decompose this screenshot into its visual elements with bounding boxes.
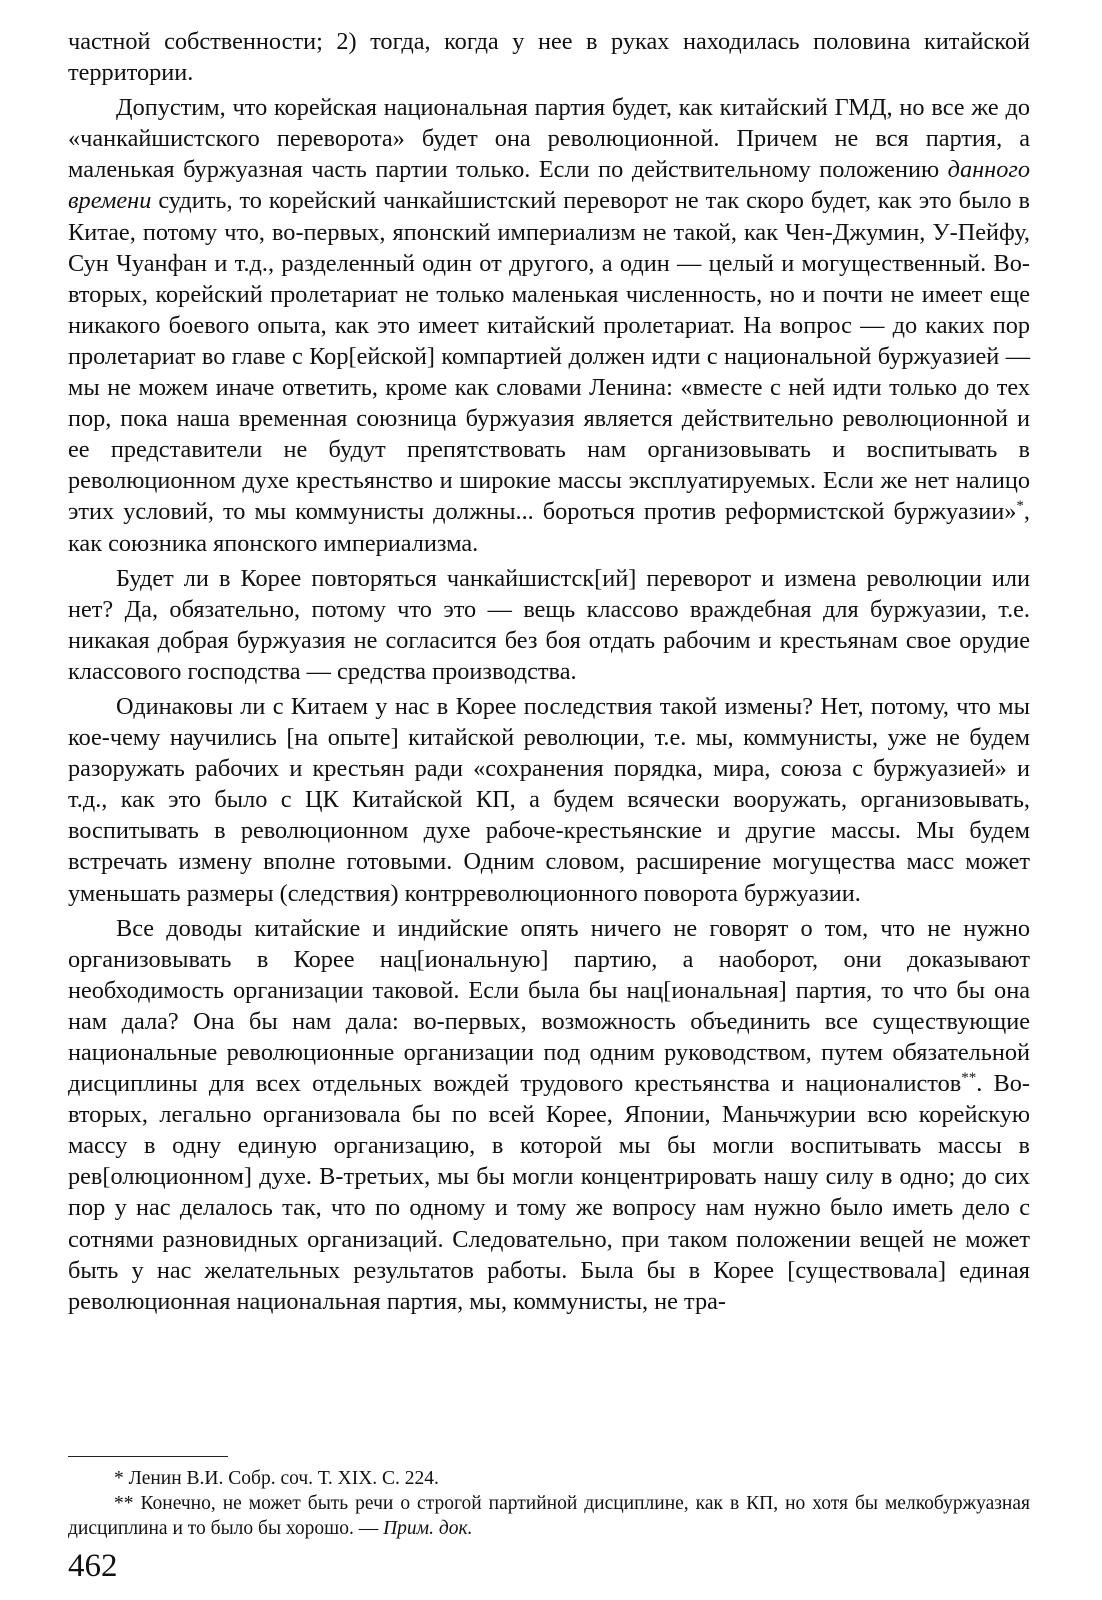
page-number: 462	[68, 1548, 118, 1584]
page-body	[68, 26, 1030, 1317]
paragraph-coup-question: Будет ли в Корее повторяться чанкайшистск[ий] переворот и измена революции или нет? Да, обязательно, потому что это — вещь классово враждебная для буржуазии, т.е. никакая добрая буржуазия не согласится без боя отдать рабочим и крестьянам свое орудие классового господства — средства производства.	[68, 564, 1030, 685]
footnote-emphasis: Прим. док.	[383, 1518, 473, 1539]
footnote-divider	[68, 1456, 228, 1457]
paragraph-text: . Во-вторых, легально организовала бы по всей Корее, Японии, Маньчжурии всю корейскую массу в одну единую организацию, в которой мы бы могли воспитывать массы в рев[олюционном] духе. В-третьих, мы бы могли концентрировать нашу силу в одно; до сих пор у нас делалось так, что по одному и тому же вопросу нам нужно было иметь дело с сотнями разновидных организаций. Следовательно, при таком положении вещей не может быть у нас желательных результатов работы. Была бы в Корее [существовала] единая революционная национальная партия, мы, коммунисты, не тра-	[68, 1070, 1030, 1315]
emphasis-text: данного времени	[68, 156, 1030, 215]
paragraph-continuation: частной собственности; 2) тогда, когда у нее в руках находилась половина китайской территории.	[68, 28, 1030, 87]
paragraph-text: , как союзника японского империализма.	[68, 498, 1030, 557]
paragraph-consequences: Одинаковы ли с Китаем у нас в Корее последствия такой измены? Нет, потому, что мы кое-чему научились [на опыте] китайской революции, т.е. мы, коммунисты, уже не будем разоружать рабочих и крестьян ради «сохранения порядка, мира, союза с буржуазией» и т.д., как это было с ЦК Китайской КП, а будем всячески вооружать, организовывать, воспитывать в революционном духе рабоче-крестьянские и другие массы. Мы будем встречать измену вполне готовыми. Одним словом, расширение могущества масс может уменьшать размеры (следствия) контрреволюционного поворота буржуазии.	[68, 692, 1030, 907]
footnote-marker: **	[961, 1070, 977, 1087]
footnote-lenin: * Ленин В.И. Собр. соч. Т. XIX. С. 224.	[114, 1468, 439, 1489]
footnote-marker: *	[1016, 498, 1024, 515]
paragraph-text: Все доводы китайские и индийские опять ничего не говорят о том, что не нужно организовывать в Корее нац[иональную] партию, а наоборот, они доказывают необходимость организации таковой. Если была бы нац[иональная] партия, то что бы она нам дала? Она бы нам дала: во-первых, возможность объединить все существующие национальные революционные организации под одним руководством, путем обязательной дисциплины для всех отдельных вождей трудового крестьянства и националистов	[68, 914, 1030, 1098]
footnotes	[68, 1466, 1030, 1541]
paragraph-text: судить, то корейский чанкайшистский переворот не так скоро будет, как это было в Китае, потому что, во-первых, японский империализм не такой, как Чен-Джумин, У-Пейфу, Сун Чуанфан и т.д., разделенный один от другого, а один — целый и могущественный. Во-вторых, корейский пролетариат не только маленькая численность, но и почти не имеет еще никакого боевого опыта, как это имеет китайский пролетариат. На вопрос — до каких пор пролетариат во главе с Кор[ейской] компартией должен идти с национальной буржуазией — мы не можем иначе ответить, кроме как словами Ленина: «вместе с ней идти только до тех пор, пока наша временная союзница буржуазия является действительно революционной и ее представители не будут препятствовать нам организовывать и воспитывать в революционном духе крестьянство и широкие массы эксплуатируемых. Если же нет налицо этих условий, то мы коммунисты должны... бороться против реформистской буржуазии»	[68, 187, 1030, 526]
paragraph-text: Допустим, что корейская национальная партия будет, как китайский ГМД, но все же до «чанкайшистского переворота» будет она революционной. Причем не вся партия, а маленькая буржуазная часть партии только. Если по действительному положению	[68, 94, 1030, 184]
paragraph-korean-party	[68, 92, 1030, 558]
footnote-text: ** Конечно, не может быть речи о строгой партийной дисциплине, как в КП, но хотя бы мелкобуржуазная дисциплина и то было бы хорошо. —	[68, 1493, 1030, 1539]
paragraph-arguments	[68, 913, 1030, 1317]
footnote-discipline	[68, 1491, 1030, 1541]
